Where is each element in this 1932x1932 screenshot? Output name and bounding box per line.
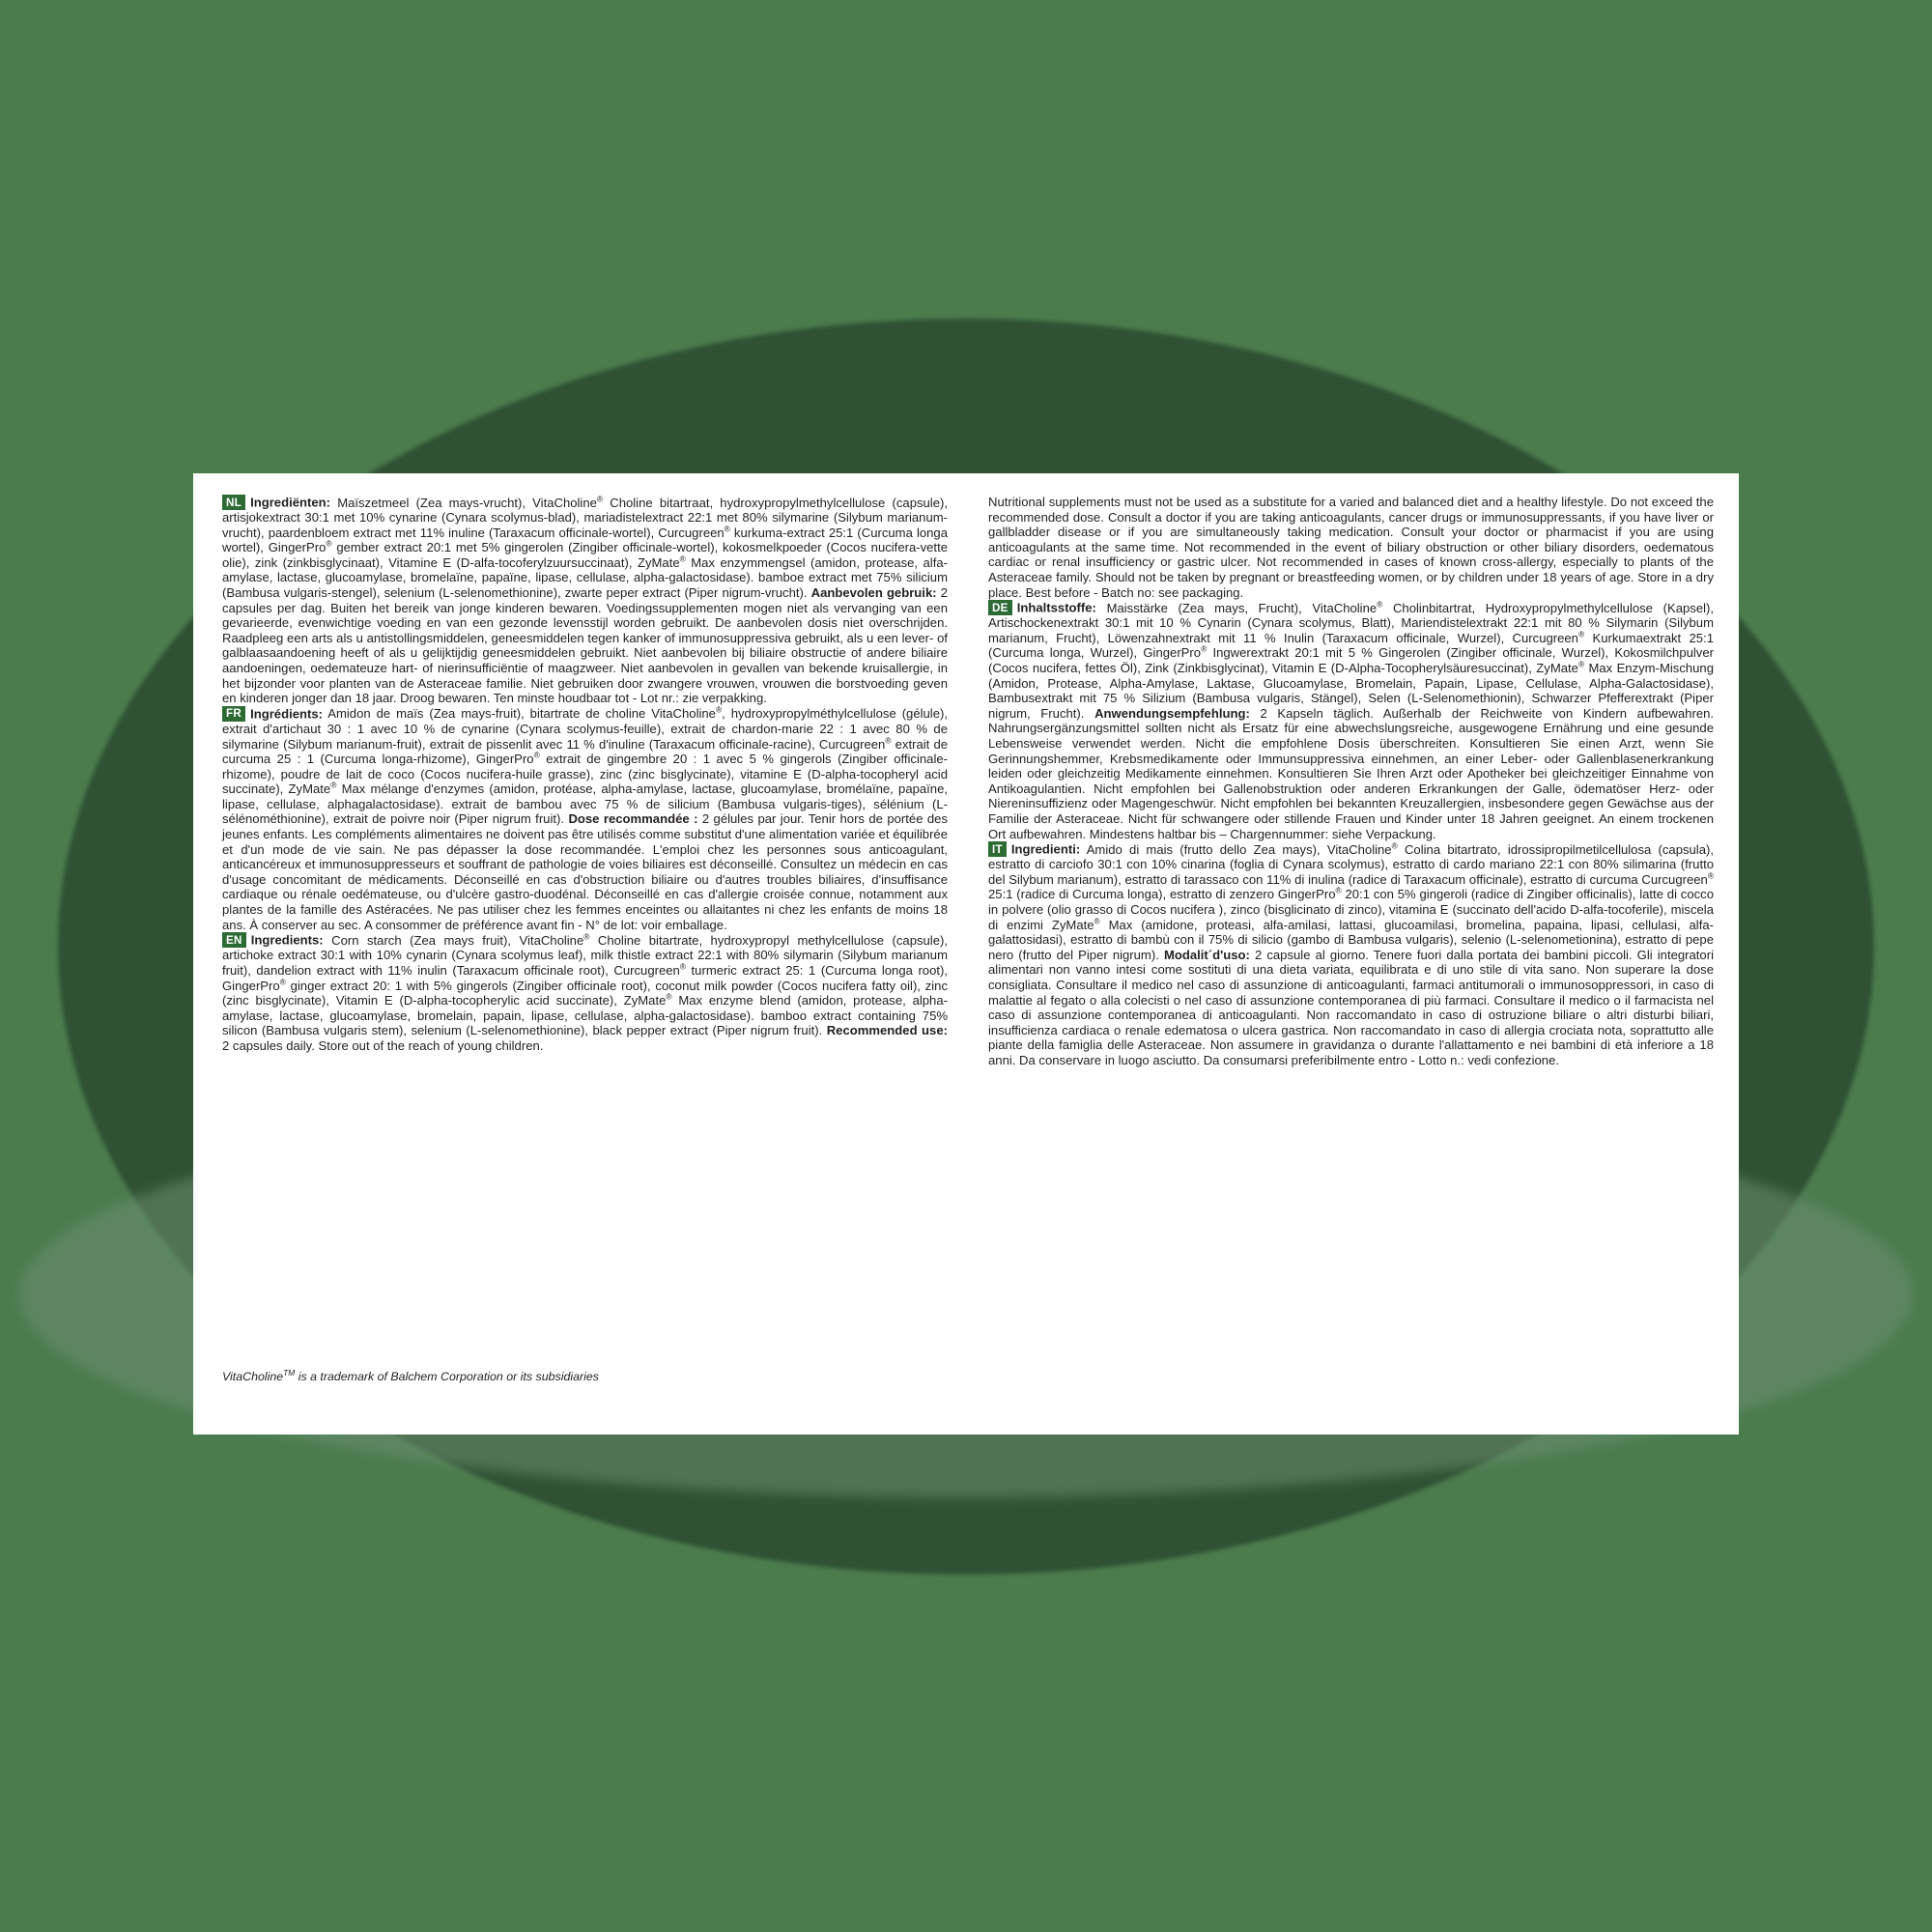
en-use-text: 2 capsules daily. Store out of the reach of young children. [222, 1037, 544, 1053]
section-fr [222, 706, 948, 932]
language-tag-en: EN [222, 932, 246, 948]
nl-use-heading: Aanbevolen gebruik: [810, 585, 937, 601]
left-column [222, 495, 955, 1354]
fr-use-heading: Dose recommandée : [568, 811, 698, 827]
en-use-heading: Recommended use: [826, 1023, 948, 1038]
fr-ingredients-heading: Ingrédients: [250, 706, 323, 722]
it-use-heading: Modalit´d'uso: [1163, 947, 1250, 962]
label-columns [222, 495, 1714, 1354]
section-nl [222, 495, 948, 706]
en-warning-text: Nutritional supplements must not be used as a substitute for a varied and balanced diet and a healthy lifestyle. Do not exceed the recommended dose. Consult a doctor if you are taking anticoagulants, cancer drugs or immunosuppressants, if you have liver or gallbladder disease or if you are simultaneously taking medication. Consult your doctor or pharmacist if you are using anticoagulants at the same time. Not recommended in the event of biliary obstruction or other biliary disorders, oedematous cardiac or renal insufficiency or gastric ulcer. Not recommended in cases of known cross-allergy, especially to plants of the Asteraceae family. Should not be taken by pregnant or breastfeeding women, or by children under 18 years of age. Store in a dry place. Best before - Batch no: see packaging. [988, 495, 1714, 600]
nl-ingredients-text: Maïszetmeel (Zea mays-vrucht), VitaCholine® Choline bitartraat, hydroxypropylmethylcellulose (capsule), artisjokextract 30:1 met 10% cynarine (Cynara scolymus-blad), mariadistelextract 22:1 met 80% silymarine (Silybum marianum-vrucht), paardenbloem extract met 11% inuline (Taraxacum officinale-wortel), Curcugreen® kurkuma-extract 25:1 (Curcuma longa wortel), GingerPro® gember extract 20:1 met 5% gingerolen (Zingiber officinale-wortel), kokosmelkpoeder (Cocos nucifera-vette olie), zink (zinkbisglycinaat), Vitamine E (D-alfa-tocoferylzuursuccinaat), ZyMate® Max enzymmengsel (amidon, protease, alfa-amylase, lactase, glucoamylase, bromelaïne, papaïne, lipase, cellulase, alpha-galactosidase). bamboe extract met 75% silicium (Bambusa vulgaris-stengel), selenium (L-selenomethionine), zwarte peper extract (Piper nigrum-vrucht). [222, 494, 948, 601]
de-ingredients-text: Maisstärke (Zea mays, Frucht), VitaCholine® Cholinbitartrat, Hydroxypropylmethylcellulose (Kapsel), Artischockenextrakt 30:1 mit 10 % Cynarin (Cynara scolymus, Blatt), Mariendistelextrakt 22:1 mit 80 % Silymarin (Silybum marianum, Frucht), Löwenzahnextrakt mit 11 % Inulin (Taraxacum officinale, Wurzel), Curcugreen® Kurkumaextrakt 25:1 (Curcuma longa, Wurzel), GingerPro® Ingwerextrakt 20:1 mit 5 % Gingerolen (Zingiber officinale, Wurzel), Kokosmilchpulver (Cocos nucifera, fettes Öl), Zink (Zinkbisglycinat), Vitamin E (D-Alpha-Tocopherylsäuresuccinat), ZyMate® Max Enzym-Mischung (Amidon, Protease, Alpha-Amylase, Laktase, Glucoamylase, Bromelain, Papain, Lipase, Cellulase, Alpha-Galactosidase), Bambusextrakt mit 75 % Silizium (Bambusa vulgaris, Stängel), Selen (L-Selenomethionin), Schwarzer Pfefferextrakt (Piper nigrum, Frucht). [988, 599, 1715, 721]
language-tag-nl: NL [222, 495, 245, 510]
de-ingredients-heading: Inhaltsstoffe: [1016, 600, 1096, 615]
it-ingredients-heading: Ingredienti: [1010, 841, 1081, 857]
it-use-text: 2 capsule al giorno. Tenere fuori dalla portata dei bambini piccoli. Gli integratori alimentari non vanno intesi come sostituti di una dieta variata, equilibrata e di uno stile di vita sano. Non superare la dose consigliata. Consultare il medico nel caso di assunzione di anticoagulanti, farmaci antitumorali o immunosoppressori, in caso di malattie al fegato o alla colecisti o nel caso di assunzione contemporanea di più farmaci. Consultare il medico o il farmacista nel caso di assunzione contemporanea di anticoagulanti. Non raccomandato in caso di ostruzione biliare o altri disturbi biliari, insufficienza cardiaca o renale edematosa o ulcera gastrica. Non raccomandato in caso di allergia crociata nota, soprattutto alle piante della famiglia delle Asteraceae. Non assumere in gravidanza o durante l'allattamento e nei bambini di età inferiore a 18 anni. Da conservare in luogo asciutto. Da consumarsi preferibilmente entro - Lotto n.: vedi confezione. [988, 947, 1714, 1067]
de-use-heading: Anwendungsempfehlung: [1094, 705, 1250, 721]
fr-ingredients-text: Amidon de maïs (Zea mays-fruit), bitartrate de choline VitaCholine®, hydroxypropylméthylcellulose (gélule), extrait d'artichaut 30 : 1 avec 10 % de cynarine (Cynara scolymus-feuille), extrait de chardon-marie 22 : 1 avec 80 % de silymarine (Silybum marianum-fruit), extrait de pissenlit avec 11 % d'inuline (Taraxacum officinale-racine), Curcugreen® extrait de curcuma 25 : 1 (Curcuma longa-rhizome), GingerPro® extrait de gingembre 20 : 1 avec 5 % gingerols (Zingiber officinale-rhizome), poudre de lait de coco (Cocos nucifera-huile grasse), zinc (zinc bisglycinate), vitamine E (D-alpha-tocopheryl acid succinate), ZyMate® Max mélange d'enzymes (amidon, protéase, alpha-amylase, lactase, glucoamylase, bromélaïne, papaïne, lipase, cellulase, alphagalactosidase). extrait de bambou avec 75 % de silicium (Bambusa vulgaris-tiges), sélénium (L-sélénométhionine), extrait de poivre noir (Piper nigrum fruit). [222, 704, 949, 827]
section-en [222, 932, 948, 1053]
product-label [193, 473, 1739, 1435]
it-ingredients-text: Amido di mais (frutto dello Zea mays), VitaCholine® Colina bitartrato, idrossipropilmetilcellulosa (capsula), estratto di carciofo 30:1 con 10% cinarina (foglia di Cynara scolymus), estratto di cardo mariano 22:1 con 80% silimarina (frutto del Silybum marianum), estratto di tarassaco con 11% di inulina (radice di Taraxacum officinale), estratto di curcuma Curcugreen® 25:1 (radice di Curcuma longa), estratto di zenzero GingerPro® 20:1 con 5% gingeroli (radice di Zingiber officinalis), latte di cocco in polvere (olio grasso di Cocos nucifera ), zinco (bisglicinato di zinco), vitamina E (succinato dell'acido D-alfa-tocoferile), miscela di enzimi ZyMate® Max (amidone, proteasi, alfa-amilasi, lattasi, glucoamilasi, bromelina, papaina, lipasi, cellulasi, alfa-galattosidasi), estratto di bambù con il 75% di silicio (gambo di Bambusa vulgaris), selenio (L-selenometionina), estratto di pepe nero (frutto del Piper nigrum). [988, 840, 1715, 962]
trademark-note: VitaCholine™ is a trademark of Balchem Corporation or its subsidiaries [222, 1367, 599, 1383]
nl-use-text: 2 capsules per dag. Buiten het bereik van jonge kinderen bewaren. Voedingssupplementen mogen niet als vervanging van een gevarieerde, evenwichtige voeding en van een gezonde levensstijl worden gebruikt. De aanbevolen dosis niet overschrijden. Raadpleeg een arts als u antistollingsmiddelen, geneesmiddelen tegen kanker of immunosuppressiva gebruikt, als u een lever- of galblaasaandoening heeft of als u gelijktijdig geneesmiddelen gebruikt. Niet aanbevolen bij biliaire obstructie of andere biliaire aandoeningen, oedemateuze hart- of nierinsufficiëntie of maagzweer. Niet aanbevolen in gevallen van bekende kruisallergie, in het bijzonder voor planten van de Asteraceae familie. Niet gebruiken door zwangere vrouwen, vrouwen die borstvoeding geven en kinderen jonger dan 18 jaar. Droog bewaren. Ten minste houdbaar tot - Lot nr.: zie verpakking. [222, 585, 948, 706]
en-ingredients-text: Corn starch (Zea mays fruit), VitaCholine® Choline bitartrate, hydroxypropyl methylcellulose (capsule), artichoke extract 30:1 with 10% cynarin (Cynara scolymus leaf), milk thistle extract 22:1 with 80% silymarin (Silybum marianum fruit), dandelion extract with 11% inulin (Taraxacum officinale root), Curcugreen® turmeric extract 25: 1 (Curcuma longa root), GingerPro® ginger extract 20: 1 with 5% gingerols (Zingiber officinale root), coconut milk powder (Cocos nucifera fatty oil), zinc (zinc bisglycinate), Vitamin E (D-alpha-tocopherylic acid succinate), ZyMate® Max enzyme blend (amidon, protease, alpha-amylase, lactase, glucoamylase, bromelain, papain, lipase, cellulase, alpha-galactosidase). bamboo extract containing 75% silicon (Bambusa vulgaris stem), selenium (L-selenomethionine), black pepper extract (Piper nigrum fruit). [222, 931, 949, 1038]
fr-use-text: 2 gélules par jour. Tenir hors de portée des jeunes enfants. Les compléments alimentaires ne doivent pas être utilisés comme substitut d'une alimentation variée et équilibrée et d'un mode de vie sain. Ne pas dépasser la dose recommandée. L'emploi chez les personnes sous anticoagulant, anticancéreux et immunosuppresseurs et souffrant de pathologie de voies biliaires est déconseillé. Consultez un médecin en cas d'usage concomitant de médicaments. Déconseillé en cas d'obstruction biliaire ou d'autres troubles biliaires, d'insuffisance cardiaque ou rénale oedémateuse, ou d'ulcère gastro-duodénal. Déconseillé en cas d'allergie croisée connue, notamment aux plantes de la famille des Astéracées. Ne pas utiliser chez les femmes enceintes ou allaitantes ni chez les enfants de moins 18 ans. À conserver au sec. A consommer de préférence avant fin - N° de lot: voir emballage. [222, 811, 949, 932]
right-column [980, 495, 1714, 1354]
language-tag-de: DE [988, 600, 1012, 615]
en-ingredients-heading: Ingredients: [250, 932, 324, 948]
nl-ingredients-heading: Ingrediënten: [250, 495, 330, 510]
language-tag-fr: FR [222, 706, 245, 722]
de-use-text: 2 Kapseln täglich. Außerhalb der Reichweite von Kindern aufbewahren. Nahrungsergänzungsmittel sollten nicht als Ersatz für eine abwechslungsreiche, ausgewogene Ernährung und eine gesunde Lebensweise verwendet werden. Nicht die empfohlene Dosis überschreiten. Konsultieren Sie einen Arzt, wenn Sie Gerinnungshemmer, Krebsmedikamente oder Immunsuppressiva einnehmen, an einer Leber- oder Gallenblasenerkrankung leiden oder gleichzeitig Medikamente einnehmen. Konsultieren Sie Ihren Arzt oder Apotheker bei gleichzeitiger Einnahme von Antikoagulantien. Nicht empfohlen bei Gallenobstruktion oder anderen Erkrankungen der Galle, ödematöser Herz- oder Niereninsuffizienz oder Magengeschwür. Nicht empfohlen bei bekannten Kreuzallergien, insbesondere gegen Gewächse aus der Familie der Asteraceae. Nicht für schwangere oder stillende Frauen und Kinder unter 18 Jahren geeignet. An einem trockenen Ort aufbewahren. Mindestens haltbar bis – Chargennummer: siehe Verpackung. [988, 705, 1715, 841]
language-tag-it: IT [988, 841, 1007, 857]
section-de [988, 600, 1714, 841]
section-it [988, 841, 1714, 1067]
